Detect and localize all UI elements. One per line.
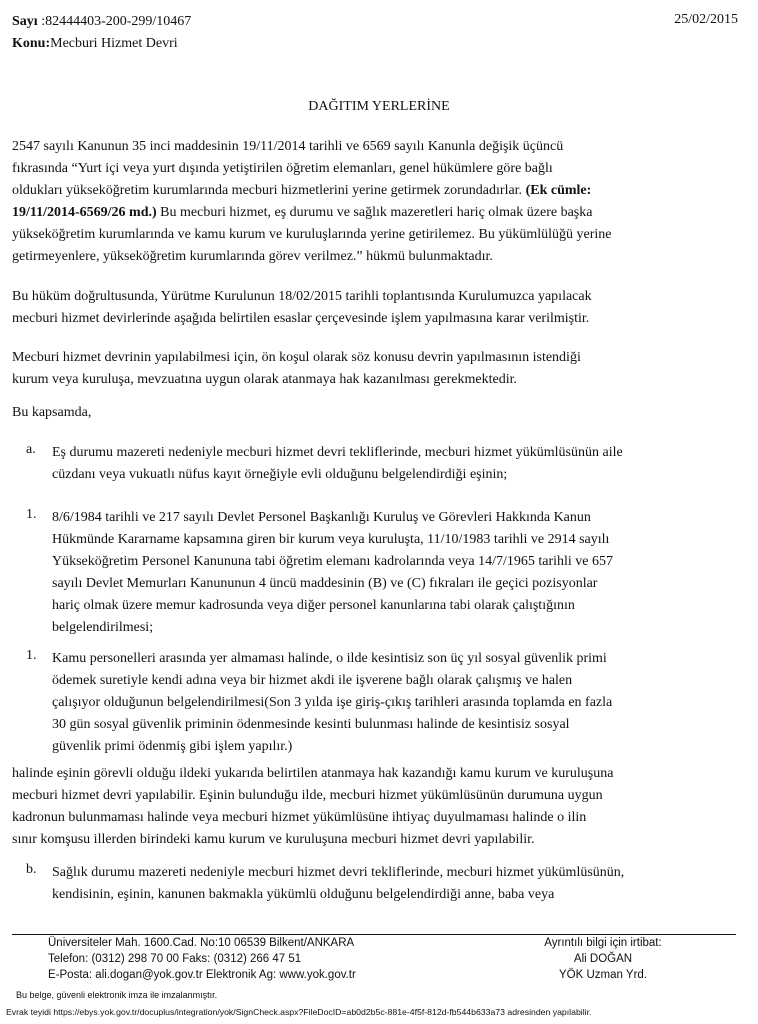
subject-value: Mecburi Hizmet Devri [50, 36, 178, 51]
paragraph-law-citation [12, 136, 734, 268]
amendment-note: 19/11/2014-6569/26 md.) [12, 205, 157, 220]
text-span: oldukları yükseköğretim kurumlarında mecburi hizmetlerini yerine getirmek zorundadırlar. [12, 183, 526, 198]
text-line: cüzdanı veya vukuatlı nüfus kayıt örneğiyle evli olduğunu belgelendirdiği eşinin; [52, 467, 508, 482]
contact-title: YÖK Uzman Yrd. [559, 969, 647, 981]
text-line: çalışıyor olduğunun belgelendirilmesi(Son 3 yılda işe giriş-çıkış tarihleri arasında toplamda en fazla [52, 695, 613, 710]
reference-label: Sayı [12, 14, 38, 29]
text-line: mecburi hizmet devirlerinde aşağıda belirtilen esaslar çerçevesinde işlem yapılmasına karar verilmiştir. [12, 311, 590, 326]
footer-address: Üniversiteler Mah. 1600.Cad. No:10 06539 Bilkent/ANKARA [48, 937, 355, 949]
text-line: getirmeyenlere, yükseköğretim kurumlarında görev verilmez.” hükmü bulunmaktadır. [12, 249, 493, 264]
text-span: Bu mecburi hizmet, eş durumu ve sağlık mazeretleri hariç olmak üzere başka [156, 205, 593, 220]
text-line: kendisinin, eşinin, kanunen bakmakla yükümlü olduğunu belgelendirdiği anne, baba veya [52, 887, 555, 902]
verification-link[interactable]: Evrak teyidi https://ebys.yok.gov.tr/docuplus/integration/yok/SignCheck.aspx?FileDocID=ab0d2b5c-881e-4f5f-812d-fb544b633a73 adresinden yapılabilir. [6, 1007, 592, 1017]
text-line: yükseköğretim kurumlarında ve kamu kurum ve kuruluşlarında yerine getirilemez. Bu yükümlülüğü yerine [12, 227, 612, 242]
list-item-health [52, 862, 736, 906]
text-line: Kamu personelleri arasında yer almaması halinde, o ilde kesintisiz son üç yıl sosyal güvenlik primi [52, 651, 607, 666]
text-line: kurum veya kuruluşa, mevzuatına uygun olarak atanmaya hak kazanılması gerekmektedir. [12, 372, 517, 387]
text-line: sınır komşusu illerden birindeki kamu kurum ve kuruluşuna mecburi hizmet devri yapılabilir. [12, 832, 535, 847]
amendment-note: (Ek cümle: [525, 183, 592, 198]
text-line: Mecburi hizmet devrinin yapılabilmesi için, ön koşul olarak söz konusu devrin yapılmasının istendiği [12, 350, 581, 365]
text-line: 8/6/1984 tarihli ve 217 sayılı Devlet Personel Başkanlığı Kuruluş ve Görevleri Hakkında Kanun [52, 510, 591, 525]
text-line: Sağlık durumu mazereti nedeniyle mecburi hizmet devri tekliflerinde, mecburi hizmet yükümlüsünün, [52, 865, 625, 880]
list-item-public-staff [52, 507, 736, 639]
text-line [12, 202, 734, 224]
reference-number [12, 14, 191, 30]
paragraph-precondition [12, 347, 734, 391]
list-marker: b. [26, 862, 37, 877]
list-marker: 1. [26, 648, 37, 663]
footer-email: E-Posta: ali.dogan@yok.gov.tr Elektronik Ag: www.yok.gov.tr [48, 969, 356, 981]
contact-name: Ali DOĞAN [573, 953, 633, 965]
footer-divider [12, 934, 736, 935]
text-line [12, 180, 734, 202]
paragraph-decision [12, 286, 734, 330]
list-marker: 1. [26, 507, 37, 522]
text-line: Bu hüküm doğrultusunda, Yürütme Kurulunun 18/02/2015 tarihli toplantısında Kurulumuzca yapılacak [12, 289, 592, 304]
text-line: 2547 sayılı Kanunun 35 inci maddesinin 19/11/2014 tarihli ve 6569 sayılı Kanunla değişik üçüncü [12, 139, 564, 154]
text-line: mecburi hizmet devri yapılabilir. Eşinin bulunduğu ilde, mecburi hizmet yükümlüsünün durumuna uygun [12, 788, 603, 803]
list-item-social-security [52, 648, 736, 758]
subject-label: Konu: [12, 36, 51, 51]
text-line: 30 gün sosyal güvenlik priminin ödenmesinde kesinti bulunması halinde de kesintisiz sosyal [52, 717, 570, 732]
distribution-heading: DAĞITIM YERLERİNE [308, 99, 450, 114]
paragraph-transfer-rule [12, 763, 734, 851]
esign-note: Bu belge, güvenli elektronik imza ile imzalanmıştır. [16, 990, 218, 1000]
reference-value: :82444403-200-299/10467 [41, 14, 192, 29]
text-line: ödemek suretiyle kendi adına veya bir hizmet akdi ile işverene bağlı olarak çalışmış ve halen [52, 673, 573, 688]
document-date: 25/02/2015 [674, 12, 738, 27]
text-line: Yükseköğretim Personel Kanununa tabi öğretim elemanı kadrolarında veya 14/7/1965 tarihli ve 657 [52, 554, 614, 569]
text-line: kadronun bulunmaması halinde veya mecburi hizmet yükümlüsüne ihtiyaç duyulmaması halinde o ilin [12, 810, 587, 825]
text-line: güvenlik primi ödenmiş gibi işlem yapılır.) [52, 739, 293, 754]
text-line: Eş durumu mazereti nedeniyle mecburi hizmet devri tekliflerinde, mecburi hizmet yükümlüsünün aile [52, 445, 623, 460]
text-line: belgelendirilmesi; [52, 620, 154, 635]
text-line: sayılı Devlet Memurları Kanununun 4 üncü maddesinin (B) ve (C) fıkraları ile geçici pozisyonlar [52, 576, 598, 591]
list-item-spouse [52, 442, 736, 486]
paragraph-scope: Bu kapsamda, [12, 405, 92, 420]
text-line: halinde eşinin görevli olduğu ildeki yukarıda belirtilen atanmaya hak kazandığı kamu kurum ve kuruluşuna [12, 766, 614, 781]
text-line: Hükmünde Kararname kapsamına giren bir kurum veya kuruluşta, 11/10/1983 tarihli ve 2914 sayılı [52, 532, 610, 547]
list-marker: a. [26, 442, 36, 457]
text-line: fıkrasında “Yurt içi veya yurt dışında yetiştirilen öğretim elemanları, genel hükümlere göre bağlı [12, 161, 553, 176]
contact-label: Ayrıntılı bilgi için irtibat: [544, 937, 662, 949]
text-line: hariç olmak üzere memur kadrosunda veya diğer personel kanunlarına tabi olarak çalıştığının [52, 598, 575, 613]
subject-line [12, 36, 178, 52]
footer-phone: Telefon: (0312) 298 70 00 Faks: (0312) 266 47 51 [48, 953, 302, 965]
